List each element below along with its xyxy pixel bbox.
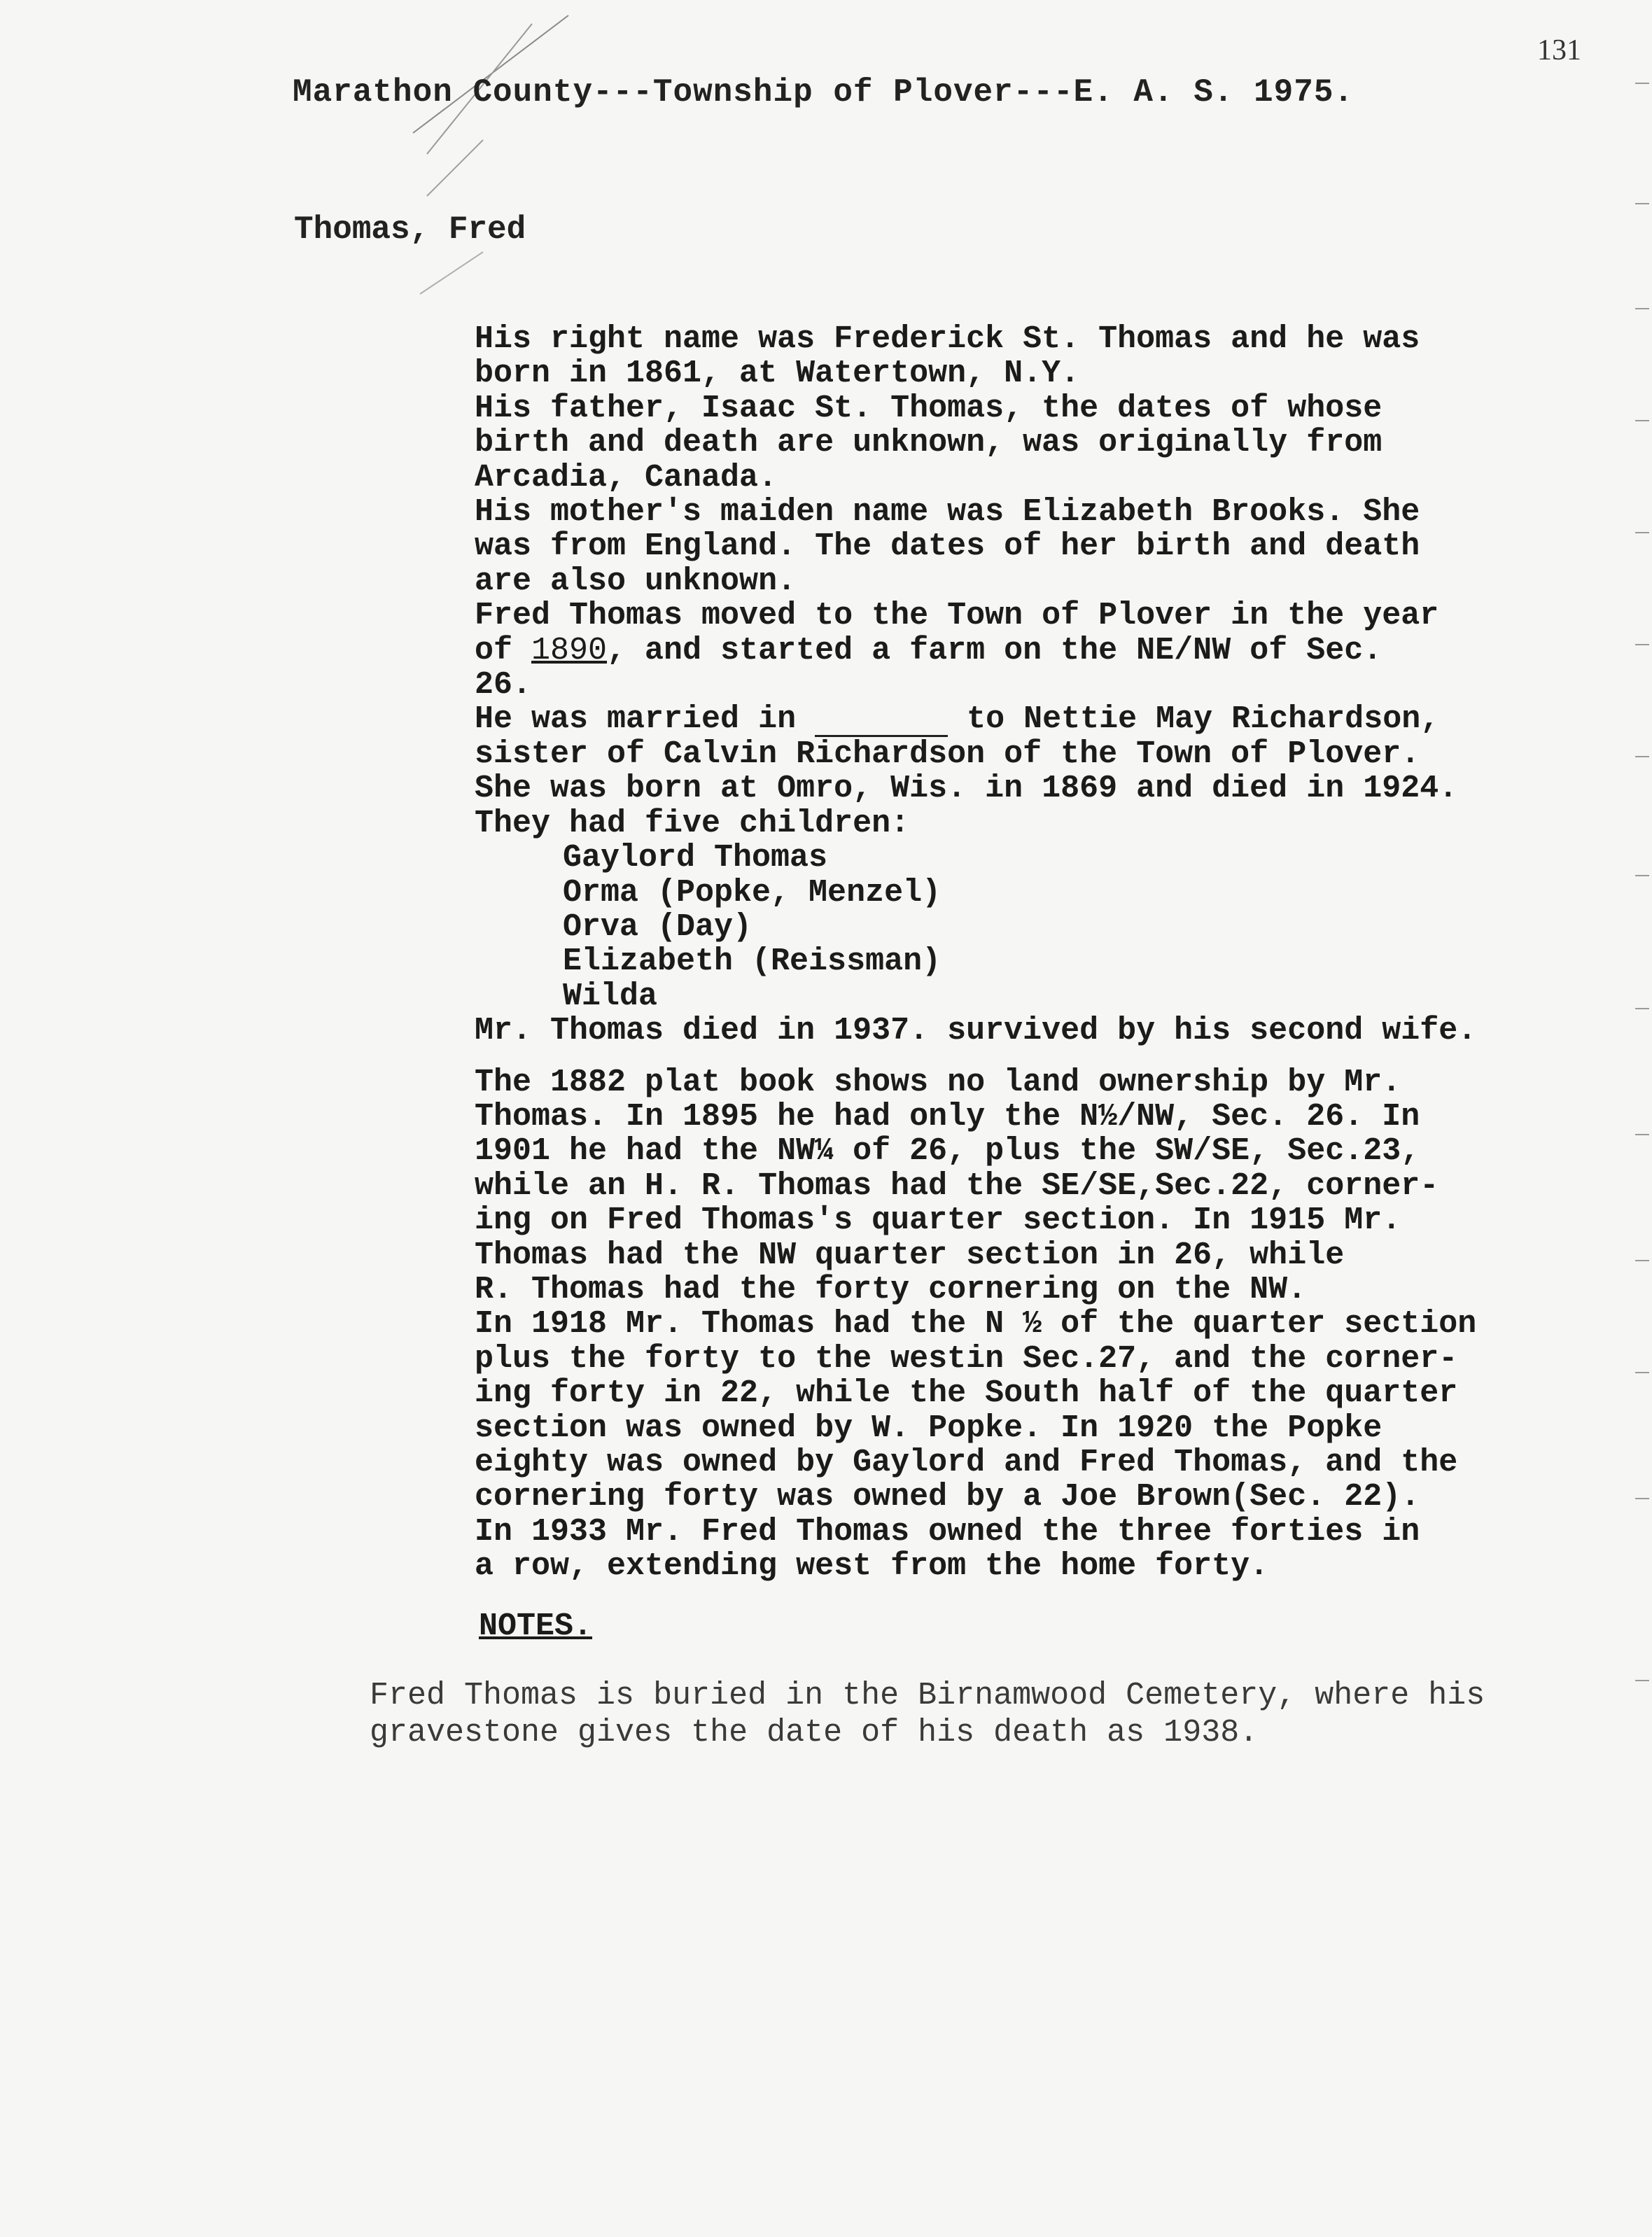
death-line: Mr. Thomas died in 1937. survived by his second wife. [475, 1013, 1477, 1049]
subject-name: Thomas, Fred [294, 211, 526, 248]
pencil-stroke-3 [427, 140, 483, 196]
body-line: In 1918 Mr. Thomas had the N ½ of the quarter section [475, 1306, 1477, 1342]
body-line: while an H. R. Thomas had the SE/SE,Sec.22, corner- [475, 1167, 1439, 1204]
body-line: Thomas had the NW quarter section in 26, while [475, 1237, 1345, 1273]
body-line: They had five children: [475, 805, 910, 841]
body-line: In 1933 Mr. Fred Thomas owned the three forties in [475, 1513, 1420, 1550]
body-line: She was born at Omro, Wis. in 1869 and died in 1924. [475, 771, 1458, 807]
child-name: Orma (Popke, Menzel) [563, 874, 941, 911]
body-line: cornering forty was owned by a Joe Brown(Sec. 22). [475, 1479, 1420, 1515]
margin-tick [1635, 1260, 1649, 1261]
margin-tick [1635, 83, 1649, 84]
margin-tick [1635, 1498, 1649, 1499]
married-suffix: to Nettie May Richardson, [948, 701, 1440, 738]
body-line: eighty was owned by Gaylord and Fred Thomas, and the [475, 1445, 1458, 1480]
blank-year-field [815, 707, 948, 737]
body-line: section was owned by W. Popke. In 1920 the Popke [475, 1410, 1382, 1446]
year-line-prefix: of [475, 632, 532, 668]
body-line: Fred Thomas moved to the Town of Plover in the year [475, 598, 1439, 634]
handwritten-year: 1890 [531, 632, 608, 668]
body-line: Arcadia, Canada. [475, 459, 778, 496]
notes-text [370, 1677, 1630, 1751]
body-line: sister of Calvin Richardson of the Town of Plover. [475, 736, 1420, 772]
body-line: R. Thomas had the forty cornering on the NW. [475, 1271, 1307, 1307]
notes-heading: NOTES. [479, 1608, 593, 1644]
notes-line: Fred Thomas is buried in the Birnamwood Cemetery, where his [370, 1678, 1485, 1713]
year-line-suffix: , and started a farm on the NE/NW of Sec. [607, 632, 1382, 668]
margin-tick [1635, 1680, 1649, 1681]
margin-tick [1635, 875, 1649, 876]
body-line: 26. [475, 667, 532, 703]
body-line: His mother's maiden name was Elizabeth Brooks. She [475, 494, 1420, 531]
body-line: ing on Fred Thomas's quarter section. In 1915 Mr. [475, 1202, 1401, 1239]
margin-tick [1635, 644, 1649, 645]
margin-tick [1635, 308, 1649, 309]
body-line: The 1882 plat book shows no land ownership by Mr. [475, 1064, 1401, 1100]
body-line: His right name was Frederick St. Thomas and he was [475, 321, 1420, 357]
body-line: born in 1861, at Watertown, N.Y. [475, 356, 1080, 392]
margin-tick [1635, 1372, 1649, 1373]
body-line: Thomas. In 1895 he had only the N½/NW, Sec. 26. In [475, 1098, 1420, 1135]
body-line: birth and death are unknown, was originally from [475, 425, 1382, 461]
margin-tick [1635, 420, 1649, 421]
page-header: Marathon County---Township of Plover---E. A. S. 1975. [293, 74, 1354, 111]
married-prefix: He was married in [475, 701, 816, 738]
body-line: His father, Isaac St. Thomas, the dates of whose [475, 390, 1382, 426]
biography-text [475, 322, 1630, 1584]
margin-tick [1635, 756, 1649, 757]
body-line: was from England. The dates of her birth and death [475, 528, 1420, 565]
child-name: Orva (Day) [563, 909, 752, 945]
page-number: 131 [1537, 34, 1581, 66]
margin-tick [1635, 1008, 1649, 1009]
margin-tick [1635, 1134, 1649, 1135]
body-line-year [475, 633, 1630, 668]
margin-tick [1635, 203, 1649, 204]
body-line: are also unknown. [475, 563, 797, 599]
child-name: Gaylord Thomas [563, 840, 828, 876]
pencil-stroke-4 [420, 252, 483, 294]
body-line-married [475, 702, 1630, 736]
body-line: ing forty in 22, while the South half of the quarter [475, 1375, 1458, 1412]
child-name: Elizabeth (Reissman) [563, 944, 941, 980]
body-line: 1901 he had the NW¼ of 26, plus the SW/SE, Sec.23, [475, 1133, 1420, 1170]
child-name: Wilda [563, 978, 658, 1014]
body-line: plus the forty to the westin Sec.27, and the corner- [475, 1340, 1458, 1377]
notes-line: gravestone gives the date of his death as 1938. [370, 1715, 1259, 1751]
margin-tick [1635, 532, 1649, 533]
body-line: a row, extending west from the home forty. [475, 1548, 1269, 1585]
